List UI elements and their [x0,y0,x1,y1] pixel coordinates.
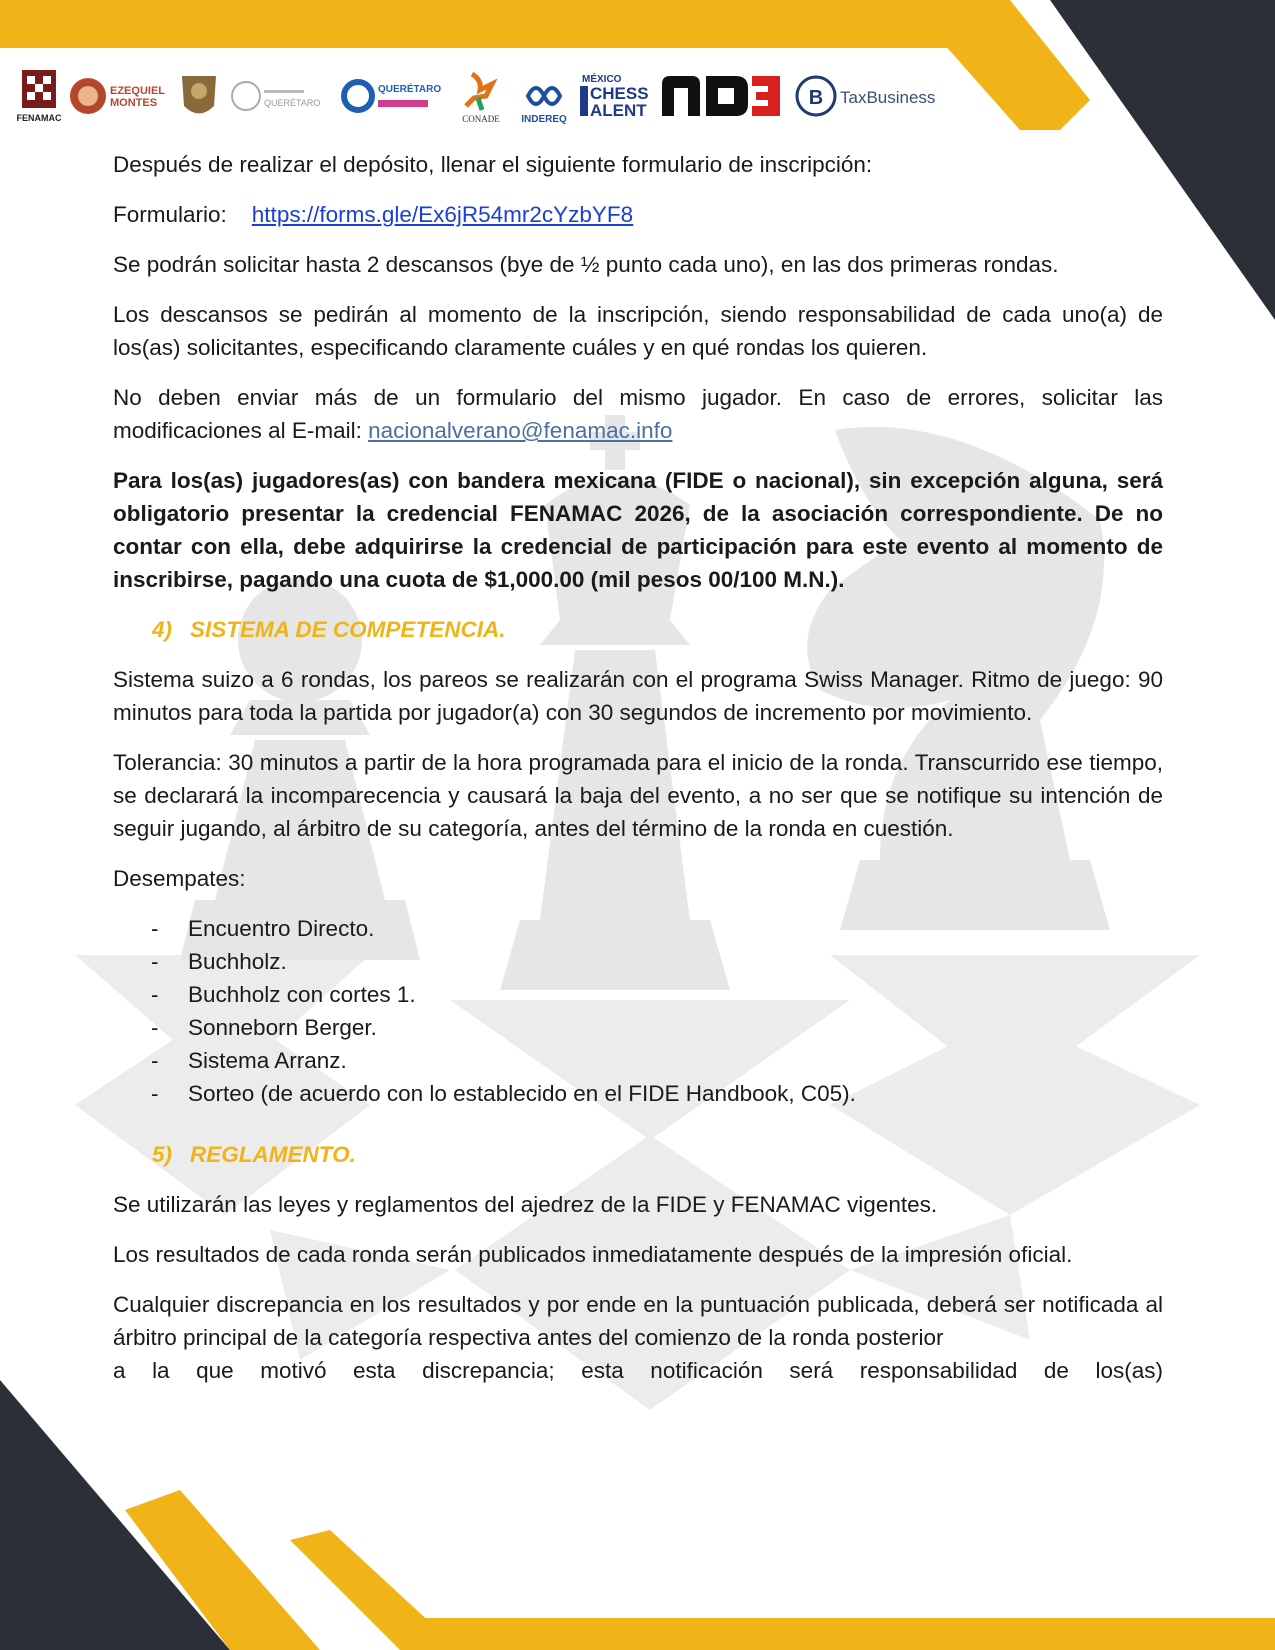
ezequiel-montes-logo [68,66,178,126]
discrepancy-paragraph [113,1288,1163,1354]
queretaro-government-logo [338,66,448,126]
svg-text:B: B [808,87,824,109]
discrepancy-last-line: a la que motivó esta discrepancia; esta notificación será responsabilidad de los(as) [113,1358,1163,1383]
fenamac-logo [16,66,64,126]
montes-label: MONTES [110,97,158,109]
fenamac-label: FENAMAC [16,113,62,123]
results-paragraph: Los resultados de cada ronda serán publicados inmediatamente después de la impresión oficial. [113,1242,1073,1267]
section-4-heading [113,613,1163,646]
queretaro-seal-logo [228,66,338,126]
list-item: - Sistema Arranz. [113,1044,1163,1077]
deposit-instruction: Después de realizar el depósito, llenar el siguiente formulario de inscripción: [113,152,873,177]
conade-logo [452,66,510,126]
list-item: - Buchholz con cortes 1. [113,978,1163,1011]
section-4-number: 4) [152,617,173,642]
section-5-number: 5) [152,1142,173,1167]
queretaro-seal-label: QUERÉTARO [264,98,321,108]
tiebreak-label: Desempates: [113,866,246,891]
bye-request-paragraph: Se podrán solicitar hasta 2 descansos (bye de ½ punto cada uno), en las dos primeras rondas. [113,252,1059,277]
credential-requirement-paragraph: Para los(as) jugadores(as) con bandera mexicana (FIDE o nacional), sin excepción alguna, será obligatorio presentar la credencial FENAMAC 2026, de la asociación correspondiente. De no contar con ella, debe adquirirse la credencial de participación para este evento al momento de inscribirse, pagando una cuota de $1,000.00 (mil pesos 00/100 M.N.). [113,468,1163,592]
list-item: - Encuentro Directo. [113,912,1163,945]
section-4-title: SISTEMA DE COMPETENCIA. [190,617,506,642]
top-yellow-band [0,0,1010,48]
tolerance-paragraph: Tolerancia: 30 minutos a partir de la hora programada para el inicio de la ronda. Transcurrido ese tiempo, se declarará la incomparecencia y causará la baja del evento, a no ser que se notifique su intención de seguir jugando, al árbitro de su categoría, antes del término de la ronda en cuestión. [113,750,1163,841]
queretaro-government-label: QUERÉTARO [378,84,442,95]
indereq-logo [516,66,572,126]
single-form-text: No deben enviar más de un formulario del mismo jugador. En caso de errores, solicitar las modificaciones al E-mail: [113,385,1163,443]
chess-label: CHESS [590,84,649,103]
rules-paragraph: Se utilizarán las leyes y reglamentos del ajedrez de la FIDE y FENAMAC vigentes. [113,1192,938,1217]
discrepancy-text: Cualquier discrepancia en los resultados y por ende en la puntuación publicada, deberá ser notificada al árbitro principal de la categoría respectiva antes del comienzo de la ronda posterior [113,1292,1163,1350]
section-5-heading [113,1138,1163,1171]
single-form-paragraph [113,381,1163,447]
list-item: - Sonneborn Berger. [113,1011,1163,1044]
email-link[interactable]: nacionalverano@fenamac.info [368,418,673,443]
form-label: Formulario: [113,202,227,227]
ad3-logo [656,66,786,126]
bottom-yellow-band [400,1618,1275,1650]
alent-label: ALENT [590,101,647,120]
section-5-title: REGLAMENTO. [190,1142,356,1167]
header-logo-strip [16,66,1006,126]
taxbusiness-label: TaxBusiness [840,88,936,107]
mexico-label: MÉXICO [582,74,622,85]
list-item: - Buchholz. [113,945,1163,978]
list-item: - Sorteo (de acuerdo con lo establecido en el FIDE Handbook, C05). [113,1077,1163,1110]
mexico-chess-talent-logo [576,66,654,126]
swiss-system-paragraph: Sistema suizo a 6 rondas, los pareos se realizarán con el programa Swiss Manager. Ritmo de juego: 90 minutos para toda la partida por jugador(a) con 30 segundos de incremento por movimiento. [113,667,1163,725]
conade-label: CONADE [462,114,500,124]
bye-responsibility-paragraph: Los descansos se pedirán al momento de la inscripción, siendo responsabilidad de cada uno(a) de los(as) solicitantes, especificando claramente cuáles y en qué rondas los quieren. [113,302,1163,360]
municipal-seal-logo [174,66,224,126]
indereq-label: INDEREQ [521,114,567,125]
form-line [113,198,1163,231]
tiebreak-list [113,912,1163,1110]
form-link[interactable]: https://forms.gle/Ex6jR54mr2cYzbYF8 [251,202,634,227]
document-body [113,148,1163,1404]
taxbusiness-logo [794,66,994,126]
ezequiel-label: EZEQUIEL [110,85,166,97]
